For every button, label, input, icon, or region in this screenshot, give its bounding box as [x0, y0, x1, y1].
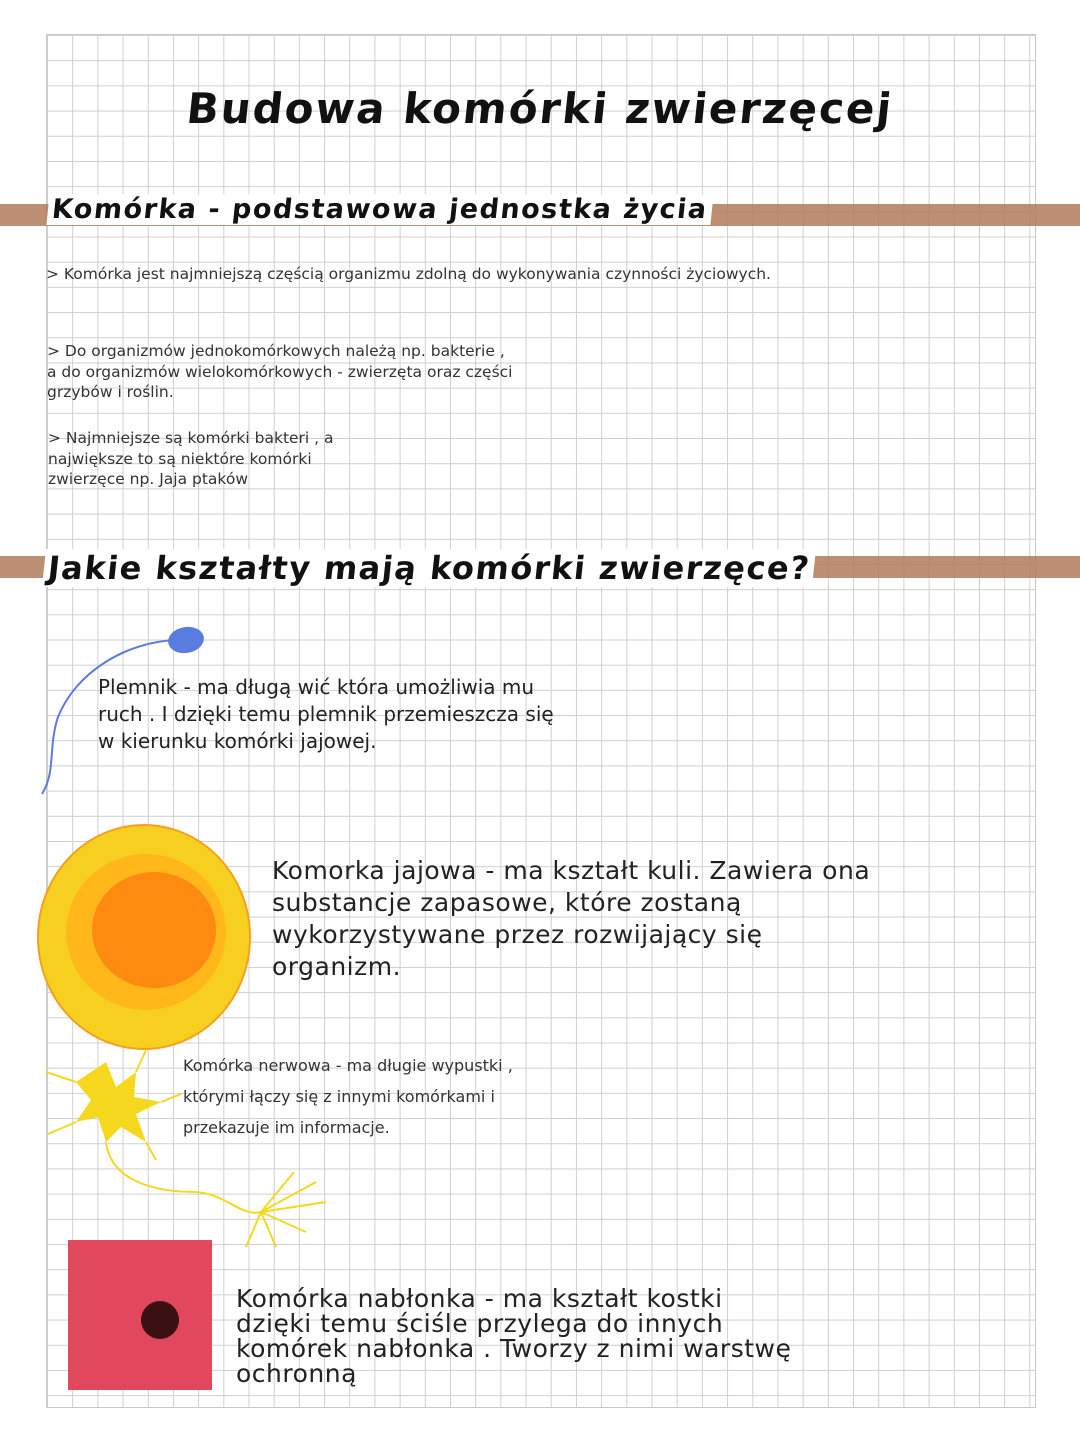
nerve-description: Komórka nerwowa - ma długie wypustki , którymi łączy się z innymi komórkami i przekazuje im informacje. [183, 1056, 513, 1137]
note-cell-definition: > Komórka jest najmniejszą częścią organizmu zdolną do wykonywania czynności życiowych. [46, 265, 771, 283]
epithelial-description: Komórka nabłonka - ma kształt kostki dzięki temu ściśle przylega do innych komórek nabłonka . Tworzy z nimi warstwę ochronną [236, 1284, 792, 1388]
section-heading-shapes: Jakie kształty mają komórki zwierzęce? [42, 549, 816, 587]
epithelial-cell-illustration [66, 1238, 216, 1393]
sperm-description: Plemnik - ma długą wić która umożliwia mu ruch . I dzięki temu plemnik przemieszcza się w kierunku komórki jajowej. [98, 675, 554, 753]
section-heading-cell: Komórka - podstawowa jednostka życia [46, 194, 713, 225]
page-title: Budowa komórki zwierzęcej [184, 84, 896, 134]
egg-cell-illustration [36, 822, 256, 1052]
note-organism-types: > Do organizmów jednokomórkowych należą np. bakterie , a do organizmów wielokomórkowych - zwierzęta oraz części grzybów i roślin. [47, 342, 513, 401]
note-cell-sizes: > Najmniejsze są komórki bakteri , a największe to są niektóre komórki zwierzęce np. Jaja ptaków [48, 429, 334, 488]
egg-description: Komorka jajowa - ma kształt kuli. Zawiera ona substancje zapasowe, które zostaną wykorzystywane przez rozwijający się organizm. [272, 856, 871, 981]
